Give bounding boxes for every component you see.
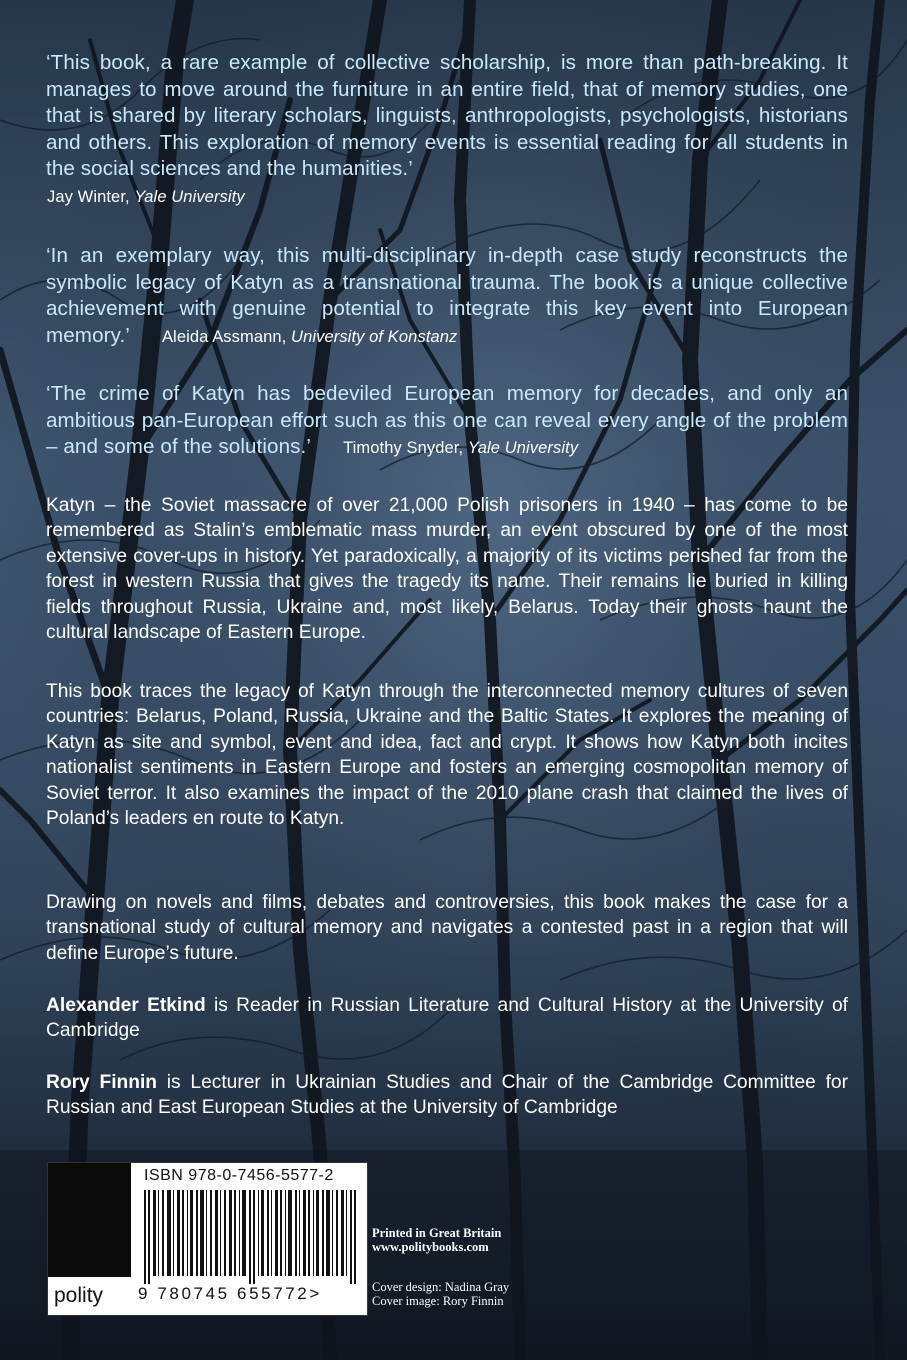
quote-text: ‘This book, a rare example of collective scholarship, is more than path-breaking. It manages to move around the furniture in an entire field, that of memory studies, one that is shared by literary scholars, linguists, anthropologists, psychologists, historians and others. This exploration of memory events is essential reading for all students in the social sciences and the humanities.’: [46, 51, 848, 180]
author-bio-etkind: [46, 993, 848, 1044]
quote-text: ‘The crime of Katyn has bedeviled European memory for decades, and only an ambitious pan-European effort such as this one can reveal every angle of the problem – and some of the solutions.’: [46, 382, 848, 458]
description-paragraph-1: Katyn – the Soviet massacre of over 21,000 Polish prisoners in 1940 – has come to be remembered as Stalin’s emblematic mass murder, an event obscured by one of the most extensive cover-ups in history. Yet paradoxically, a majority of its victims perished far from the forest in western Russia that gives the tragedy its name. Their remains lie buried in killing fields throughout Russia, Ukraine and, most likely, Belarus. Today their ghosts haunt the cultural landscape of Eastern Europe.: [46, 495, 848, 644]
author-name: Alexander Etkind: [46, 995, 206, 1016]
author-bio-finnin: [46, 1070, 848, 1121]
quote-author: Jay Winter,: [47, 187, 135, 206]
publisher-logo: polity: [54, 1284, 104, 1307]
barcode-number: 9 780745 655772: [138, 1284, 310, 1303]
quote-institution: University of Konstanz: [291, 327, 458, 346]
cover-image-credit: Cover image: Rory Finnin: [372, 1294, 504, 1308]
quote-attribution: [46, 184, 848, 211]
review-quote-snyder: [46, 381, 848, 462]
quote-author: Aleida Assmann,: [161, 327, 292, 346]
description-paragraph-3: Drawing on novels and films, debates and controversies, this book makes the case for a transnational study of cultural memory and navigates a contested past in a region that will define Europe’s future.: [46, 892, 848, 964]
description-paragraph-2: This book traces the legacy of Katyn through the interconnected memory cultures of seven countries: Belarus, Poland, Russia, Ukraine and the Baltic States. It explores the meaning of Katyn as site and symbol, event and idea, fact and crypt. It shows how Katyn both incites nationalist sentiments in Eastern Europe and fosters an emerging cosmopolitan memory of Soviet terror. It also examines the impact of the 2010 plane crash that claimed the lives of Poland’s leaders en route to Katyn.: [46, 681, 848, 830]
quote-attribution: [343, 439, 578, 457]
publisher-website: www.politybooks.com: [372, 1240, 489, 1254]
quote-institution: Yale University: [467, 439, 579, 457]
publisher-logo-block: [48, 1163, 131, 1277]
author-bio: is Reader in Russian Literature and Cultural History at the University of Cambridge: [46, 995, 848, 1042]
quiet-zone-marker-icon: >: [309, 1284, 322, 1303]
review-quote-assmann: [46, 243, 848, 350]
quote-attribution: [162, 328, 457, 346]
review-quote-winter: [46, 50, 848, 210]
cover-design-credit: Cover design: Nadina Gray: [372, 1280, 510, 1294]
isbn-barcode-box: [47, 1162, 368, 1316]
author-name: Rory Finnin: [46, 1072, 158, 1093]
quote-institution: Yale University: [134, 187, 245, 206]
author-bio: is Lecturer in Ukrainian Studies and Chair of the Cambridge Committee for Russian and East European Studies at the University of Cambridge: [46, 1072, 848, 1119]
quote-text: ‘In an exemplary way, this multi-disciplinary in-depth case study reconstructs the symbolic legacy of Katyn as a transnational trauma. The book is a unique collective achievement with genuine potential to integrate this key event into European memory.’: [46, 244, 848, 347]
barcode-digits: [138, 1284, 364, 1304]
isbn-label: ISBN 978-0-7456-5577-2: [144, 1167, 334, 1184]
barcode-icon: [144, 1190, 362, 1284]
printed-in-label: Printed in Great Britain: [372, 1226, 502, 1240]
quote-author: Timothy Snyder,: [343, 439, 468, 457]
